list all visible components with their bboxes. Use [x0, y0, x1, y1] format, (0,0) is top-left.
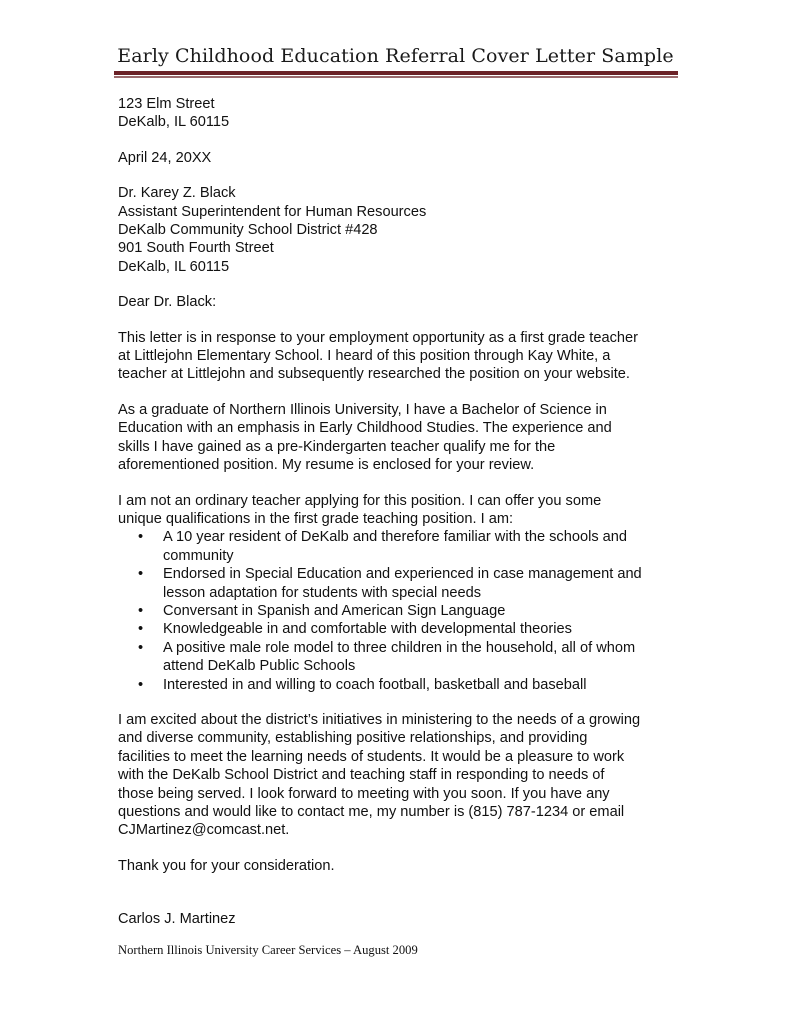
paragraph-line: This letter is in response to your employment opportunity as a first grade teacher [118, 329, 638, 346]
list-item [118, 528, 688, 565]
list-item-line: Conversant in Spanish and American Sign Language [163, 602, 506, 619]
list-item [118, 639, 688, 676]
bullet-icon: • [138, 676, 144, 693]
sender-address [118, 95, 688, 132]
paragraph-line: As a graduate of Northern Illinois University, I have a Bachelor of Science in [118, 401, 607, 418]
sender-city: DeKalb, IL 60115 [118, 114, 230, 131]
list-item-line: attend DeKalb Public Schools [163, 658, 356, 675]
recipient-organization: DeKalb Community School District #428 [118, 222, 378, 239]
paragraph-2 [118, 401, 688, 475]
title-rule-thin [114, 76, 678, 78]
letter-date: April 24, 20XX [118, 149, 212, 166]
list-item [118, 620, 688, 638]
paragraph-line: skills I have gained as a pre-Kindergarten teacher qualify me for the [118, 438, 556, 455]
paragraph-line: at Littlejohn Elementary School. I heard of this position through Kay White, a [118, 348, 611, 365]
paragraph-4 [118, 711, 688, 840]
recipient-address [118, 184, 688, 276]
paragraph-line: I am not an ordinary teacher applying for this position. I can offer you some [118, 492, 602, 509]
list-item-line: lesson adaptation for students with special needs [163, 584, 482, 601]
list-item-line: Endorsed in Special Education and experienced in case management and [163, 566, 642, 583]
list-item-line: A 10 year resident of DeKalb and therefore familiar with the schools and [163, 529, 628, 546]
paragraph-line: and diverse community, establishing positive relationships, and providing [118, 730, 588, 747]
list-item [118, 676, 688, 694]
list-item-line: Interested in and willing to coach football, basketball and baseball [163, 676, 587, 693]
paragraph-line: I am excited about the district’s initiatives in ministering to the needs of a growing [118, 711, 641, 728]
paragraph-line: Education with an emphasis in Early Childhood Studies. The experience and [118, 420, 612, 437]
bullet-icon: • [138, 602, 144, 619]
bullet-icon: • [138, 566, 144, 583]
list-item-line: Knowledgeable in and comfortable with developmental theories [163, 621, 572, 638]
paragraph-line: unique qualifications in the first grade teaching position. I am: [118, 510, 514, 527]
paragraph-line: with the DeKalb School District and teaching staff in responding to needs of [118, 767, 605, 784]
list-item-line: A positive male role model to three children in the household, all of whom [163, 639, 636, 656]
recipient-title: Assistant Superintendent for Human Resources [118, 203, 427, 220]
qualifications-list [118, 528, 688, 694]
footer-credit: Northern Illinois University Career Services – August 2009 [118, 943, 418, 957]
paragraph-3 [118, 492, 688, 529]
title-rule-thick [114, 71, 678, 75]
recipient-city: DeKalb, IL 60115 [118, 258, 230, 275]
paragraph-line: teacher at Littlejohn and subsequently researched the position on your website. [118, 366, 630, 383]
paragraph-line: those being served. I look forward to meeting with you soon. If you have any [118, 785, 610, 802]
paragraph-line: aforementioned position. My resume is enclosed for your review. [118, 457, 535, 474]
bullet-icon: • [138, 529, 144, 546]
list-item [118, 602, 688, 620]
sender-street: 123 Elm Street [118, 96, 215, 112]
letter-body [118, 95, 688, 929]
recipient-name: Dr. Karey Z. Black [118, 185, 236, 202]
closing: Thank you for your consideration. [118, 857, 335, 874]
bullet-icon: • [138, 621, 144, 638]
bullet-icon: • [138, 639, 144, 656]
list-item [118, 565, 688, 602]
paragraph-line: questions and would like to contact me, my number is (815) 787-1234 or email [118, 804, 625, 820]
paragraph-line: CJMartinez@comcast.net. [118, 822, 290, 839]
list-item-line: community [163, 547, 234, 564]
signature: Carlos J. Martinez [118, 911, 236, 928]
paragraph-1 [118, 329, 688, 384]
paragraph-line: facilities to meet the learning needs of students. It would be a pleasure to work [118, 748, 625, 765]
recipient-street: 901 South Fourth Street [118, 240, 274, 257]
salutation: Dear Dr. Black: [118, 294, 217, 311]
document-title: Early Childhood Education Referral Cover Letter Sample [117, 45, 674, 67]
